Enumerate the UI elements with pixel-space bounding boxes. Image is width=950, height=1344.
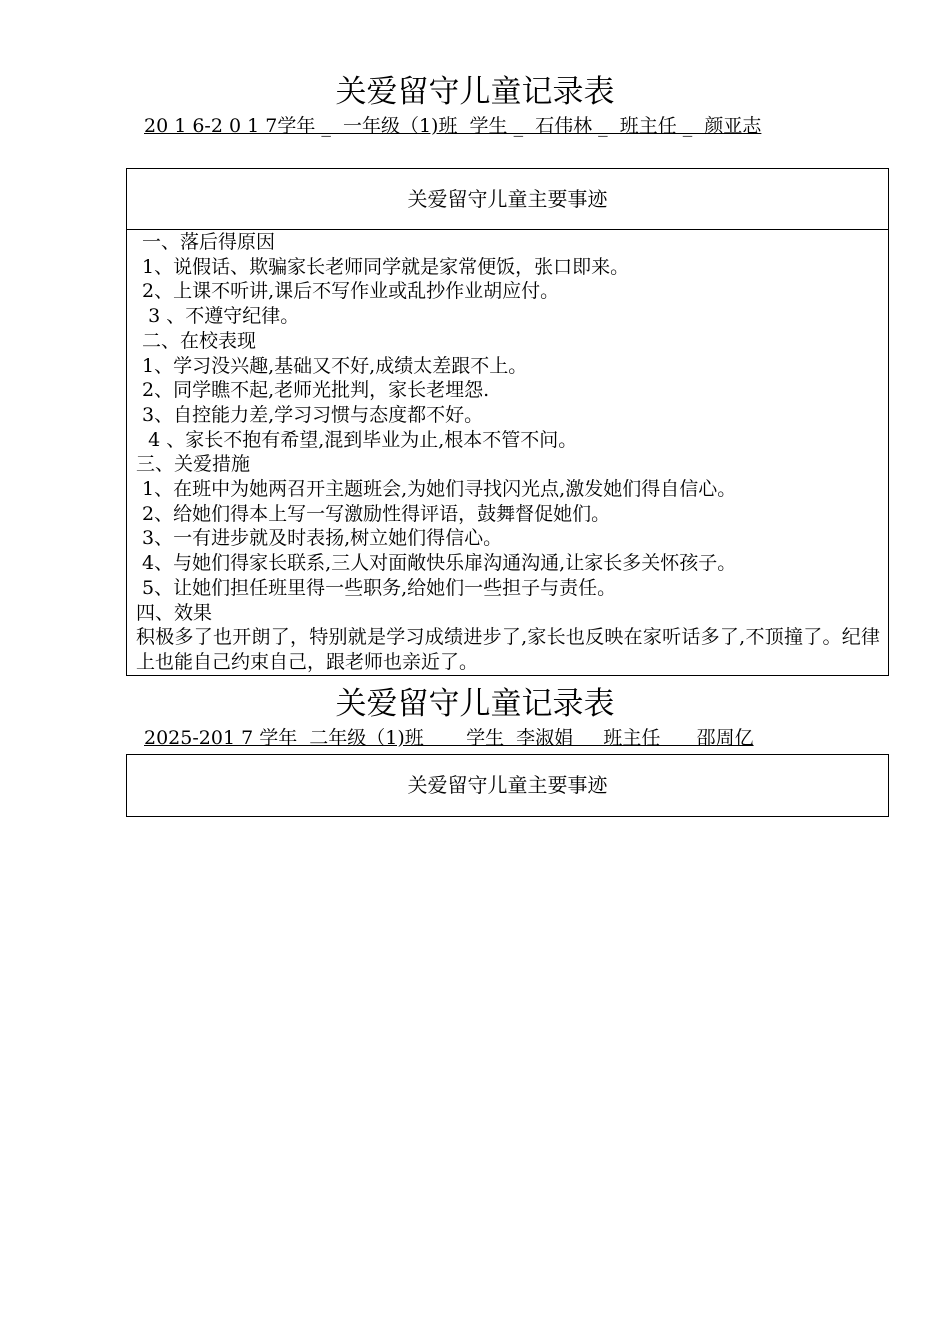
performance-item: 3、自控能力差,学习习惯与态度都不好。 bbox=[136, 403, 484, 426]
measures-item: 4、与她们得家长联系,三人对面敞快乐扉沟通沟通,让家长多关怀孩子。 bbox=[136, 552, 737, 575]
performance-heading: 二、在校表现 bbox=[136, 329, 257, 352]
reason-item: 3 、不遵守纪律。 bbox=[136, 305, 300, 328]
record-subtitle: 20 1 6-2 0 1 7学年 _ 一年级（1)班 学生 _ 石伟林 _ 班主任 _ 颜亚志 bbox=[144, 115, 762, 137]
measures-item: 3、一有进步就及时表扬,树立她们得信心。 bbox=[136, 527, 503, 550]
performance-item: 2、同学瞧不起,老师光批判，家长老埋怨. bbox=[136, 379, 490, 402]
measures-item: 2、给她们得本上写一写激励性得评语，鼓舞督促她们。 bbox=[136, 502, 611, 525]
measures-heading: 三、关爱措施 bbox=[136, 453, 251, 476]
record-table bbox=[126, 754, 889, 817]
reason-item: 2、上课不听讲,课后不写作业或乱抄作业胡应付。 bbox=[136, 280, 560, 303]
effect-paragraph: 积极多了也开朗了，特别就是学习成绩进步了,家长也反映在家听话多了,不顶撞了。纪律上也能自己约束自己，跟老师也亲近了。 bbox=[136, 626, 880, 673]
record-table bbox=[126, 168, 889, 676]
effect-heading: 四、效果 bbox=[136, 601, 213, 624]
record-title: 关爱留守儿童记录表 bbox=[335, 686, 615, 722]
record-subtitle: 2025-201 7 学年 二年级（1)班 学生 李淑娟 班主任 邵周亿 bbox=[144, 727, 754, 749]
reason-item: 1、说假话、欺骗家长老师同学就是家常便饭，张口即来。 bbox=[136, 255, 630, 278]
measures-item: 5、让她们担任班里得一些职务,给她们一些担子与责任。 bbox=[136, 576, 617, 599]
table-header: 关爱留守儿童主要事迹 bbox=[407, 773, 608, 797]
record-1 bbox=[0, 70, 950, 673]
reason-heading: 一、落后得原因 bbox=[136, 231, 276, 253]
record-2 bbox=[0, 682, 950, 797]
measures-item: 1、在班中为她两召开主题班会,为她们寻找闪光点,激发她们得自信心。 bbox=[136, 478, 737, 501]
table-content bbox=[127, 230, 888, 675]
performance-item: 1、学习没兴趣,基础又不好,成绩太差跟不上。 bbox=[136, 354, 528, 377]
record-title: 关爱留守儿童记录表 bbox=[335, 74, 615, 110]
table-header: 关爱留守儿童主要事迹 bbox=[127, 169, 888, 230]
performance-item: 4 、家长不抱有希望,混到毕业为止,根本不管不问。 bbox=[136, 428, 578, 451]
